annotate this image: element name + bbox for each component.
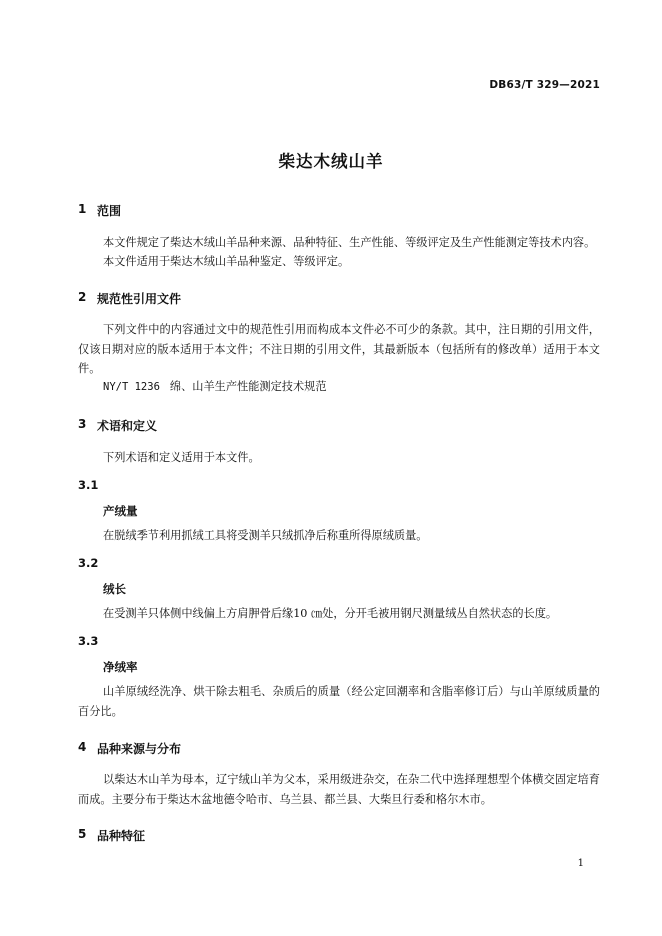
section-number: 4 xyxy=(78,740,87,754)
term-number: 3.1 xyxy=(78,478,99,492)
section-2-heading xyxy=(78,290,181,307)
section-number: 5 xyxy=(78,827,87,841)
term-name: 绒长 xyxy=(103,582,126,596)
term-definition: 在受测羊只体侧中线偏上方肩胛骨后缘10 ㎝处，分开毛被用钢尺测量绒丛自然状态的长度。 xyxy=(103,607,558,620)
reference-entry xyxy=(103,378,327,394)
reference-code: NY/T 1236 xyxy=(103,381,160,393)
term-definition: 山羊原绒经洗净、烘干除去粗毛、杂质后的质量（经公定回潮率和含脂率修订后）与山羊原绒质量的百分比。 xyxy=(78,685,600,718)
term-number: 3.2 xyxy=(78,556,99,570)
section-title: 品种特征 xyxy=(97,829,146,843)
section-title: 术语和定义 xyxy=(97,419,158,433)
term-name: 产绒量 xyxy=(103,504,138,518)
reference-title: 绵、山羊生产性能测定技术规范 xyxy=(169,380,327,393)
term-number: 3.3 xyxy=(78,634,99,648)
section-number: 2 xyxy=(78,290,87,304)
section-4-heading xyxy=(78,740,181,757)
normative-references-paragraph: 下列文件中的内容通过文中的规范性引用而构成本文件必不可少的条款。其中，注日期的引用文件，仅该日期对应的版本适用于本文件；不注日期的引用文件，其最新版本（包括所有的修改单）适用于本文件。 xyxy=(78,323,600,375)
section-title: 范围 xyxy=(97,204,122,218)
page-number: 1 xyxy=(577,858,584,869)
section-1-heading xyxy=(78,202,121,219)
section-3-heading xyxy=(78,417,157,434)
section-title: 规范性引用文件 xyxy=(97,292,182,306)
standard-code: DB63/T 329—2021 xyxy=(489,79,600,91)
terms-intro-paragraph: 下列术语和定义适用于本文件。 xyxy=(103,451,260,464)
scope-paragraph-2: 本文件适用于柴达木绒山羊品种鉴定、等级评定。 xyxy=(103,255,350,268)
term-name: 净绒率 xyxy=(103,660,138,674)
section-title: 品种来源与分布 xyxy=(97,742,182,756)
section-number: 1 xyxy=(78,202,87,216)
breed-origin-paragraph: 以柴达木山羊为母本，辽宁绒山羊为父本，采用级进杂交，在杂二代中选择理想型个体横交固定培育而成。主要分布于柴达木盆地德令哈市、乌兰县、都兰县、大柴旦行委和格尔木市。 xyxy=(78,773,600,806)
section-number: 3 xyxy=(78,417,87,431)
document-title: 柴达木绒山羊 xyxy=(278,152,384,171)
term-definition: 在脱绒季节利用抓绒工具将受测羊只绒抓净后称重所得原绒质量。 xyxy=(103,529,428,542)
scope-paragraph-1: 本文件规定了柴达木绒山羊品种来源、品种特征、生产性能、等级评定及生产性能测定等技术内容。 xyxy=(103,236,596,249)
section-5-heading xyxy=(78,827,145,844)
